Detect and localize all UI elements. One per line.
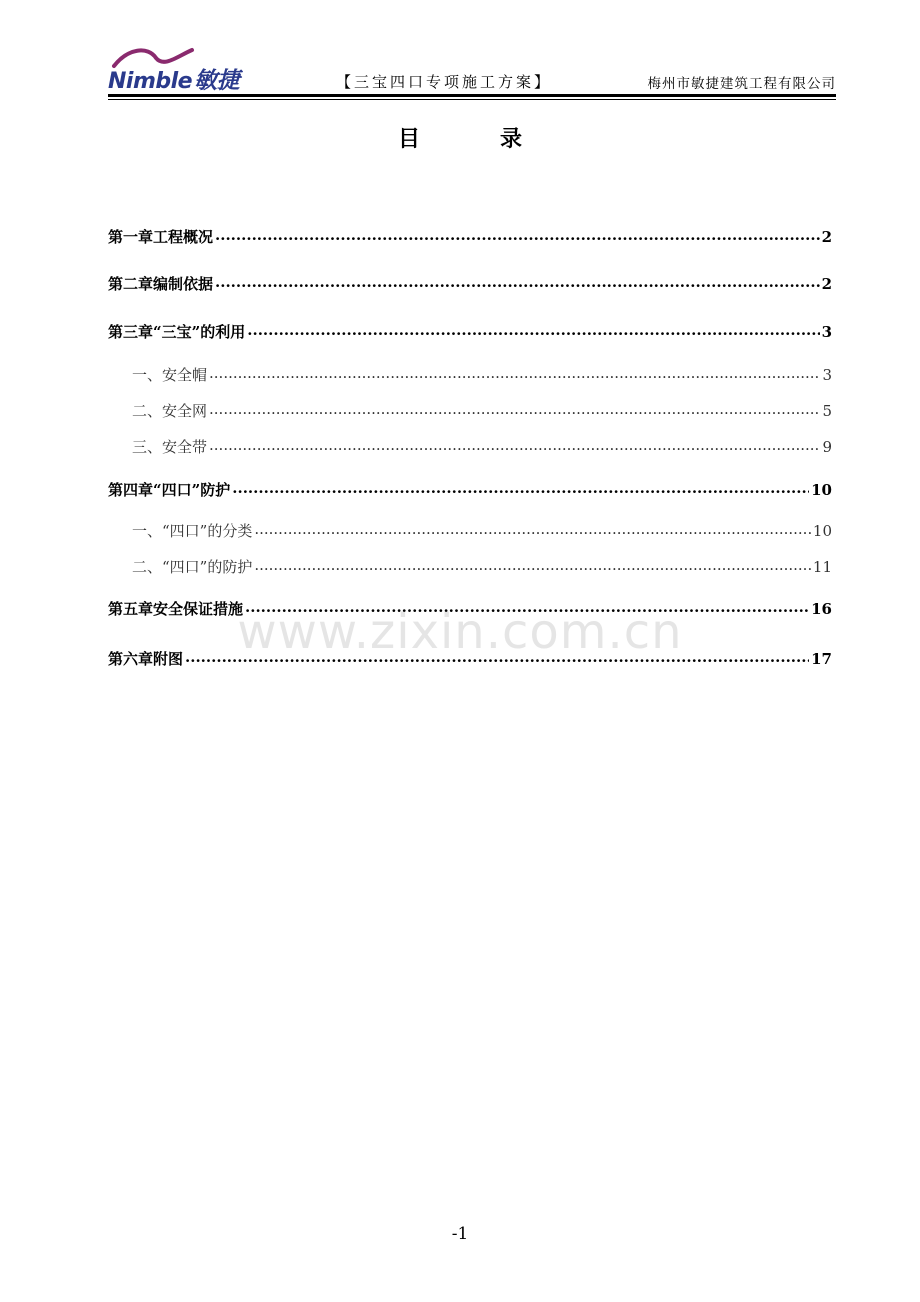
toc-entry-page: 17 <box>811 650 832 668</box>
logo-chinese: 敏捷 <box>194 68 240 94</box>
toc-entry-page: 9 <box>822 438 832 456</box>
toc-entry-chapter-2[interactable] <box>108 273 832 294</box>
header-rule-thick <box>108 94 836 97</box>
toc-entry-chapter-3[interactable] <box>108 321 832 342</box>
toc-entry-label: 一、“四口”的分类 <box>132 522 253 540</box>
toc-leader-dots <box>232 480 809 495</box>
toc-title-char-1: 目 <box>397 126 420 152</box>
toc-entry-label: 第四章“四口”防护 <box>108 481 231 499</box>
toc-entry-section-3-2[interactable] <box>108 400 832 421</box>
toc-leader-dots <box>247 322 819 337</box>
toc-leader-dots <box>215 274 820 289</box>
header-rule-thin <box>108 99 836 100</box>
toc-entry-page: 2 <box>821 228 832 246</box>
toc-entry-page: 16 <box>811 600 832 618</box>
toc-entry-page: 5 <box>822 402 832 420</box>
toc-title-char-2: 录 <box>500 126 523 152</box>
toc-entry-label: 一、安全帽 <box>132 366 208 384</box>
toc-entry-label: 第一章工程概况 <box>108 228 214 246</box>
toc-entry-section-4-2[interactable] <box>108 556 832 577</box>
toc-title <box>0 122 920 153</box>
toc-leader-dots <box>209 437 820 452</box>
toc-leader-dots <box>215 227 820 242</box>
header-company-name: 梅州市敏捷建筑工程有限公司 <box>647 76 836 92</box>
toc-entry-page: 10 <box>811 481 832 499</box>
page-number: -1 <box>451 1224 469 1244</box>
toc-leader-dots <box>209 401 820 416</box>
toc-entry-section-3-1[interactable] <box>108 364 832 385</box>
toc-entry-chapter-1[interactable] <box>108 226 832 247</box>
toc-entry-label: 第二章编制依据 <box>108 275 214 293</box>
toc-entry-page: 10 <box>812 522 832 540</box>
toc-entry-section-3-3[interactable] <box>108 436 832 457</box>
toc-entry-page: 2 <box>821 275 832 293</box>
toc-entry-label: 二、安全网 <box>132 402 208 420</box>
toc-leader-dots <box>254 521 811 536</box>
toc-leader-dots <box>209 365 820 380</box>
toc-entry-chapter-4[interactable] <box>108 479 832 500</box>
toc-leader-dots <box>254 557 811 572</box>
header-document-title: 【三宝四口专项施工方案】 <box>336 73 553 91</box>
toc-entry-label: 第三章“三宝”的利用 <box>108 323 246 341</box>
toc-entry-label: 二、“四口”的防护 <box>132 558 253 576</box>
logo-latin: Nimble <box>108 69 193 94</box>
toc-entry-label: 三、安全带 <box>132 438 208 456</box>
toc-entry-label: 第五章安全保证措施 <box>108 600 244 618</box>
company-logo <box>108 44 258 92</box>
toc-entry-page: 3 <box>821 323 832 341</box>
logo-text <box>108 62 239 95</box>
toc-entry-label: 第六章附图 <box>108 650 184 668</box>
watermark-text: www.zixin.com.cn <box>237 604 683 660</box>
toc-entry-section-4-1[interactable] <box>108 520 832 541</box>
toc-entry-page: 11 <box>812 558 832 576</box>
toc-entry-page: 3 <box>822 366 832 384</box>
